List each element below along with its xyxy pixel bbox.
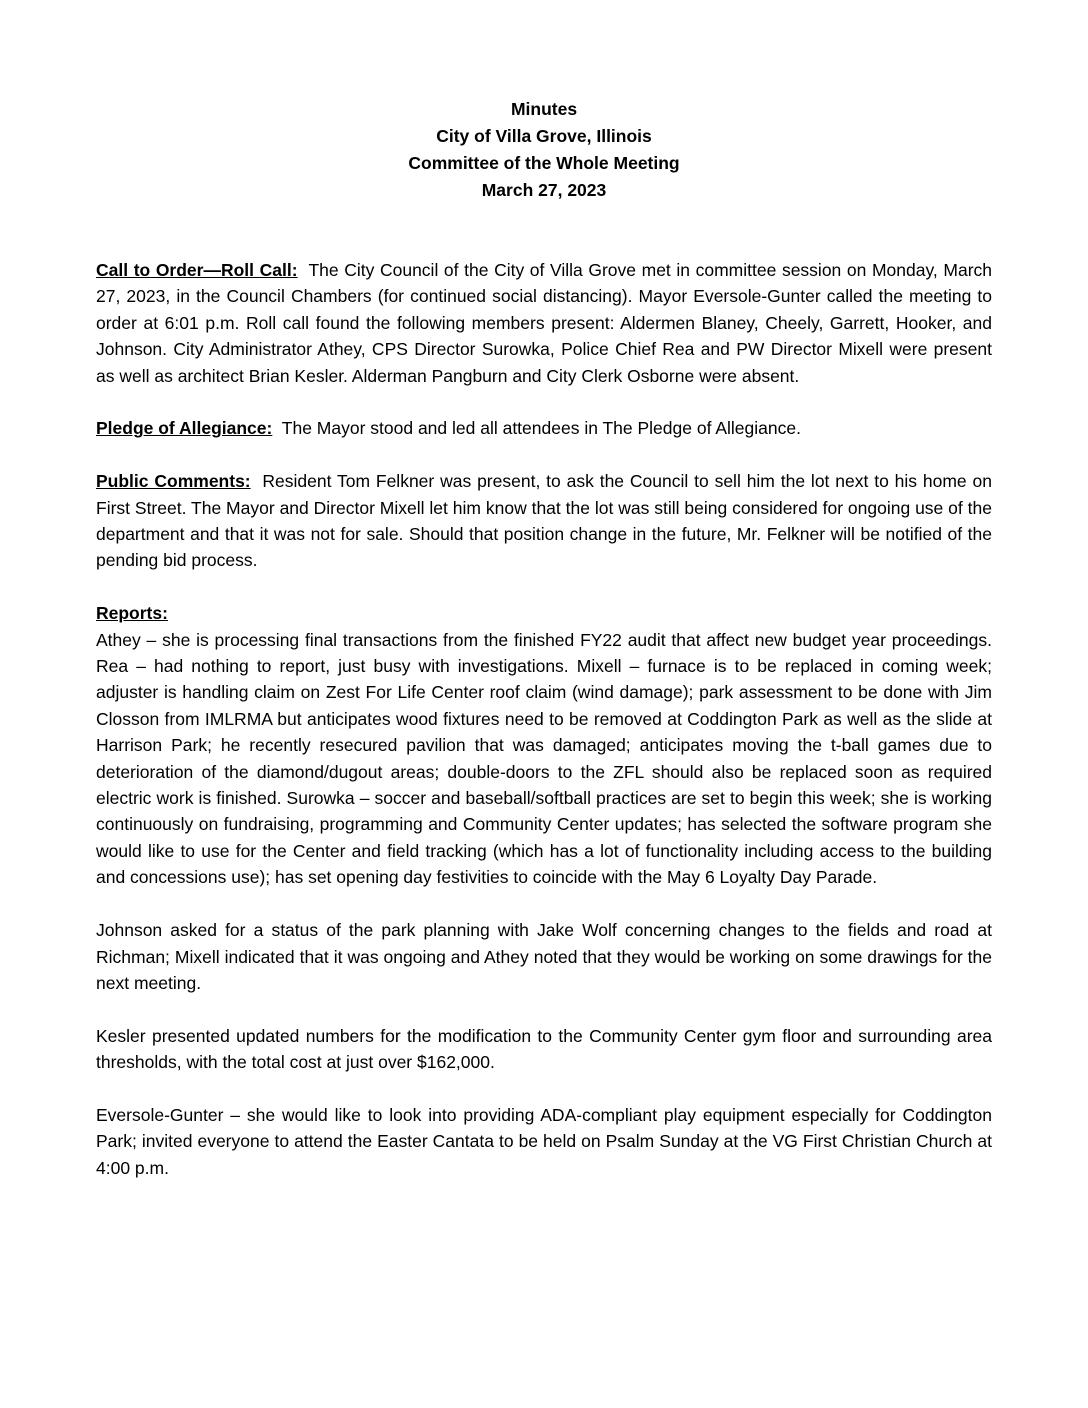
pledge-paragraph [96,415,992,441]
pledge-label: Pledge of Allegiance: [96,418,273,439]
call-to-order-paragraph [96,257,992,389]
pledge-text: The Mayor stood and led all attendees in The Pledge of Allegiance. [281,418,801,439]
kesler-paragraph: Kesler presented updated numbers for the modification to the Community Center gym floor and surrounding area thresholds, with the total cost at just over $162,000. [96,1025,992,1073]
call-to-order-text: The City Council of the City of Villa Grove met in committee session on Monday, March 27, 2023, in the Council Chambers (for continued social distancing). Mayor Eversole-Gunter called the meeting to order at 6:01 p.m. Roll call found the following members present: Aldermen Blaney, Cheely, Garrett, Hooker, and Johnson. City Administrator Athey, CPS Director Surowka, Police Chief Rea and PW Director Mixell were present as well as architect Brian Kesler. Alderman Pangburn and City Clerk Osborne were absent. [96,260,993,386]
eversole-gunter-paragraph: Eversole-Gunter – she would like to look into providing ADA-compliant play equipment especially for Coddington Park; invited everyone to attend the Easter Cantata to be held on Psalm Sunday at the VG First Christian Church at 4:00 p.m. [96,1104,992,1178]
header-city: City of Villa Grove, Illinois [436,126,652,146]
public-comments-label: Public Comments: [96,471,251,492]
reports-paragraph [96,600,992,890]
public-comments-paragraph [96,468,992,574]
header-title: Minutes [510,99,578,119]
header-date: March 27, 2023 [481,180,607,200]
document-header [96,96,992,204]
reports-label: Reports: [96,603,168,624]
call-to-order-label: Call to Order—Roll Call: [96,260,298,280]
reports-text: Athey – she is processing final transactions from the finished FY22 audit that affect new budget year proceedings. Rea – had nothing to report, just busy with investigations. Mixell – furnace is to be replaced in coming week; adjuster is handling claim on Zest For Life Center roof claim (wind damage); park assessment to be done with Jim Closson from IMLRMA but anticipates wood fixtures need to be removed at Coddington Park as well as the slide at Harrison Park; he recently resecured pavilion that was damaged; anticipates moving the t-ball games due to deterioration of the diamond/dugout areas; double-doors to the ZFL should also be replaced soon as required electric work is finished. Surowka – soccer and baseball/softball practices are set to begin this week; she is working continuously on fundraising, programming and Community Center updates; has selected the software program she would like to use for the Center and field tracking (which has a lot of functionality including access to the building and concessions use); has set opening day festivities to coincide with the May 6 Loyalty Day Parade. [96,629,992,888]
document-page [96,96,992,1208]
johnson-paragraph: Johnson asked for a status of the park planning with Jake Wolf concerning changes to the fields and road at Richman; Mixell indicated that it was ongoing and Athey noted that they would be working on some drawings for the next meeting. [96,920,992,993]
header-meeting: Committee of the Whole Meeting [408,153,680,173]
public-comments-text: Resident Tom Felkner was present, to ask the Council to sell him the lot next to his home on First Street. The Mayor and Director Mixell let him know that the lot was still being considered for ongoing use of the department and that it was not for sale. Should that position change in the future, Mr. Felkner will be notified of the pending bid process. [96,471,992,571]
